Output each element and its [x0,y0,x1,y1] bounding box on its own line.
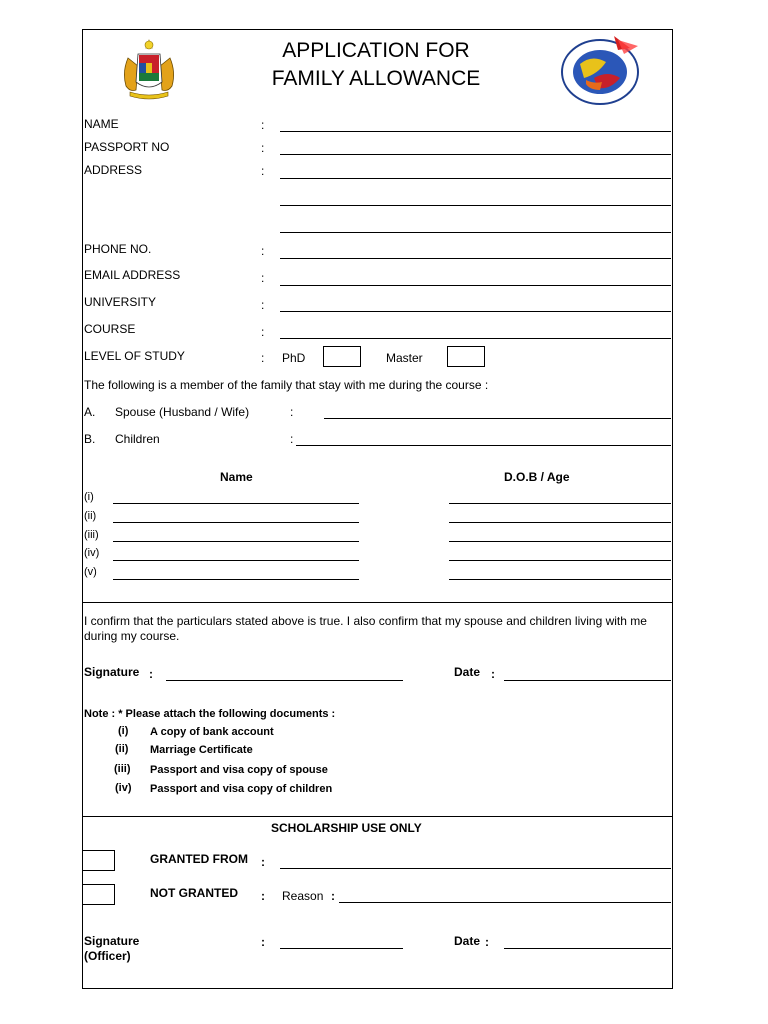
master-option-label: Master [386,351,423,365]
not-granted-checkbox[interactable] [82,884,115,905]
granted-colon: : [261,855,265,869]
address-label: ADDRESS [84,163,143,177]
officer-date-field[interactable] [504,948,671,949]
passport-colon: : [261,141,265,155]
officer-date-colon: : [485,935,489,949]
officer-date-label: Date [454,934,481,948]
child-dob-field[interactable] [449,579,671,580]
children-dob-column-header: D.O.B / Age [504,470,570,484]
office-section-divider [82,816,672,817]
attachment-text: A copy of bank account [150,726,274,738]
spouse-label: Spouse (Husband / Wife) [115,405,250,419]
malaysia-coat-of-arms-icon [116,36,182,102]
spouse-colon: : [290,405,294,419]
officer-signature-label: Signature [84,934,140,948]
form-frame [82,29,673,989]
applicant-date-label: Date [454,665,481,679]
office-use-heading: SCHOLARSHIP USE ONLY [271,821,422,835]
not-granted-colon: : [261,889,265,903]
address-field-line2[interactable] [280,205,671,206]
level-of-study-label: LEVEL OF STUDY [84,349,185,363]
child-name-field[interactable] [113,579,359,580]
frame-bottom-border [82,988,672,989]
passport-field[interactable] [280,154,671,155]
email-label: EMAIL ADDRESS [84,268,181,282]
course-field[interactable] [280,338,671,339]
attachment-text: Marriage Certificate [150,744,253,756]
granted-from-field[interactable] [280,868,671,869]
ministry-of-higher-education-logo-icon [558,34,644,106]
applicant-signature-label: Signature [84,665,140,679]
spouse-field[interactable] [324,418,671,419]
child-name-field[interactable] [113,541,359,542]
child-dob-field[interactable] [449,560,671,561]
name-colon: : [261,118,265,132]
children-field[interactable] [296,445,671,446]
children-colon: : [290,432,294,446]
applicant-signature-colon: : [149,667,153,681]
officer-signature-colon: : [261,935,265,949]
not-granted-label: NOT GRANTED [150,886,238,900]
attachment-number: (iii) [114,763,131,775]
declaration-text-line2: during my course. [84,629,180,643]
reason-label: Reason [282,889,324,903]
family-intro-text: The following is a member of the family that stay with me during the course : [84,378,489,392]
university-label: UNIVERSITY [84,295,157,309]
spouse-marker: A. [84,405,96,419]
children-label: Children [115,432,160,446]
child-dob-field[interactable] [449,541,671,542]
declaration-section-divider [82,602,672,603]
passport-label: PASSPORT NO [84,140,170,154]
child-name-field[interactable] [113,522,359,523]
applicant-date-colon: : [491,667,495,681]
child-dob-field[interactable] [449,503,671,504]
phd-option-label: PhD [282,351,306,365]
granted-checkbox[interactable] [82,850,115,871]
row-number: (i) [84,491,94,503]
reason-field[interactable] [339,902,671,903]
phone-field[interactable] [280,258,671,259]
address-field-line1[interactable] [280,178,671,179]
child-name-field[interactable] [113,503,359,504]
reason-colon: : [331,889,335,903]
name-label: NAME [84,117,119,131]
attachment-number: (iv) [115,782,132,794]
row-number: (iii) [84,529,99,541]
course-colon: : [261,325,265,339]
university-field[interactable] [280,311,671,312]
ministry-logo-text [558,108,581,109]
children-marker: B. [84,432,96,446]
children-name-column-header: Name [220,470,253,484]
email-colon: : [261,271,265,285]
child-dob-field[interactable] [449,522,671,523]
row-number: (iv) [84,547,100,559]
declaration-text-line1: I confirm that the particulars stated above is true. I also confirm that my spouse and children living with me [84,614,647,628]
applicant-signature-field[interactable] [166,680,403,681]
phd-checkbox[interactable] [323,346,361,367]
granted-label: GRANTED FROM [150,852,248,866]
attachment-number: (ii) [115,743,129,755]
address-colon: : [261,164,265,178]
email-field[interactable] [280,285,671,286]
attachment-number: (i) [118,725,129,737]
officer-signature-field[interactable] [280,948,403,949]
phone-colon: : [261,244,265,258]
applicant-date-field[interactable] [504,680,671,681]
form-title-line2: FAMILY ALLOWANCE [271,67,481,90]
form-title-line1: APPLICATION FOR [282,39,470,62]
level-of-study-colon: : [261,351,265,365]
university-colon: : [261,298,265,312]
officer-signature-sublabel: (Officer) [84,949,131,963]
attachment-text: Passport and visa copy of spouse [150,764,328,776]
name-field[interactable] [280,131,671,132]
frame-top-border [82,29,672,30]
phone-label: PHONE NO. [84,242,152,256]
row-number: (ii) [84,510,97,522]
master-checkbox[interactable] [447,346,485,367]
course-label: COURSE [84,322,136,336]
address-field-line3[interactable] [280,232,671,233]
note-heading: Note : * Please attach the following documents : [84,708,336,720]
attachment-text: Passport and visa copy of children [150,783,333,795]
row-number: (v) [84,566,97,578]
child-name-field[interactable] [113,560,359,561]
